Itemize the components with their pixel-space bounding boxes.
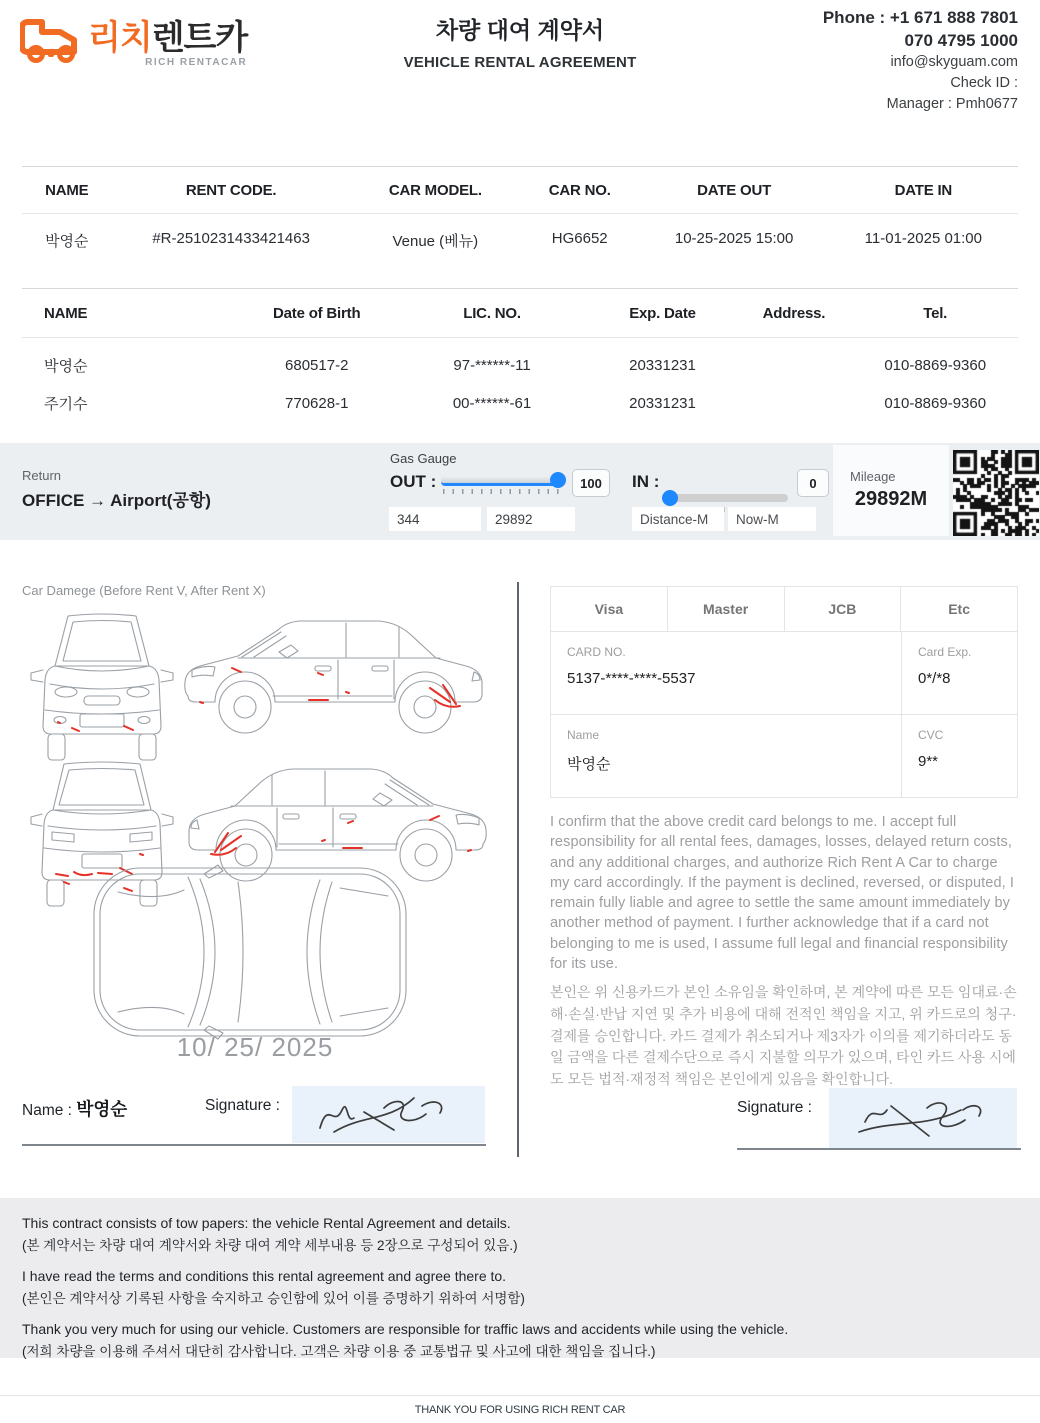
mileage-box <box>833 445 949 536</box>
driver-tel: 010-8869-9360 <box>884 394 987 412</box>
footer-note-en: This contract consists of tow papers: the vehicle Rental Agreement and details. <box>22 1215 511 1231</box>
card-confirmation-english: I confirm that the above credit card belongs to me. I accept full responsibility for all rental fees, damages, losses, delayed return costs, and any additional charges, and authorize Rich Rent A Car to charge my card accordingly. If the payment is declined, reversed, or disputed, I remain fully liable and agree to settle the same amount immediately by another method of payment. I further acknowledge that if a card not belonging to me is used, I assume full legal and financial responsibility for its use. <box>550 814 1014 973</box>
col-date-out: DATE OUT <box>697 181 772 199</box>
logo-korean-orange: 리치 <box>88 19 152 57</box>
driver-birth: 680517-2 <box>285 356 349 374</box>
contact-phone-1: Phone : +1 671 888 7801 <box>822 8 1018 27</box>
card-number-row <box>551 632 1017 715</box>
gas-out-thumb[interactable] <box>550 472 566 488</box>
footer-note-group <box>22 1266 1018 1309</box>
signature-pad-right[interactable] <box>829 1088 1017 1148</box>
car-side-view-diagram <box>178 600 493 762</box>
card-exp-label: Card Exp. <box>918 645 972 659</box>
logo-car-icon <box>20 8 84 64</box>
rental-table-row <box>22 214 1018 290</box>
qr-code <box>953 450 1039 536</box>
footer-note-ko: (본 계약서는 차량 대여 계약서와 차량 대여 계약 세부내용 등 2장으로 구성되어 있음.) <box>22 1237 518 1253</box>
driver-birth: 770628-1 <box>285 394 349 412</box>
footer-note-en: I have read the terms and conditions this rental agreement and agree there to. <box>22 1268 507 1284</box>
gauge-band <box>0 443 1040 540</box>
contact-email: info@skyguam.com <box>890 54 1018 70</box>
name-label: Name : <box>22 1102 72 1119</box>
gas-out-track[interactable] <box>441 476 563 486</box>
distance-field[interactable] <box>632 507 724 531</box>
card-brand-master[interactable]: Master <box>668 587 785 631</box>
section-divider <box>517 582 519 1157</box>
rental-table-header-row <box>22 166 1018 214</box>
footer-notes <box>0 1198 1040 1358</box>
col-exp-date: Exp. Date <box>629 304 696 322</box>
card-brand-visa[interactable]: Visa <box>551 587 668 631</box>
driver-row <box>22 346 1018 384</box>
signature-label-right: Signature : <box>737 1099 812 1116</box>
card-name-row <box>551 715 1017 797</box>
signature-underline-right <box>737 1148 1021 1150</box>
col-driver-name: NAME <box>44 304 88 322</box>
col-name: NAME <box>45 181 89 199</box>
car-damage-title: Car Damege (Before Rent V, After Rent X) <box>22 583 266 598</box>
col-birth: Date of Birth <box>273 304 361 322</box>
date-in: 11-01-2025 01:00 <box>864 230 982 247</box>
signature-label-left: Signature : <box>205 1097 280 1114</box>
col-rent-code: RENT CODE. <box>185 181 277 199</box>
card-cvc-cell <box>902 715 1017 797</box>
gas-in-label: IN : <box>632 472 660 491</box>
out-field-1[interactable] <box>389 507 481 531</box>
driver-tel: 010-8869-9360 <box>884 356 987 374</box>
driver-exp-date: 20331231 <box>629 394 696 412</box>
gas-out-label: OUT : <box>390 472 437 491</box>
footer-note-ko: (본인은 계약서상 기록된 사항을 숙지하고 승인함에 있어 이를 증명하기 위하여 서명함) <box>22 1290 525 1306</box>
col-lic-no: LIC. NO. <box>463 304 521 322</box>
col-address: Address. <box>762 304 826 322</box>
gas-in-thumb[interactable] <box>662 490 678 506</box>
thank-you-text: THANK YOU FOR USING RICH RENT CAR <box>414 1404 626 1416</box>
card-brand-jcb[interactable]: JCB <box>785 587 902 631</box>
driver-exp-date: 20331231 <box>629 356 696 374</box>
gas-out-ticks <box>443 489 561 494</box>
return-label: Return <box>22 468 62 483</box>
gas-gauge-label: Gas Gauge <box>390 451 457 466</box>
signature-right-drawing <box>829 1088 1017 1148</box>
card-name-cell <box>551 715 902 797</box>
gas-in-value: 0 <box>797 469 829 497</box>
car-top-view-diagram <box>88 860 412 1044</box>
contact-block <box>823 6 1018 115</box>
footer-note-ko: (저희 차량을 이용해 주셔서 대단히 감사합니다. 고객은 차량 이용 중 교통법규 및 사고에 대한 책임을 집니다.) <box>22 1343 656 1359</box>
logo-subtitle: RICH RENTACAR <box>145 57 248 68</box>
card-name-label: Name <box>567 728 600 742</box>
footer-note-group <box>22 1213 1018 1256</box>
bottom-divider <box>0 1395 1040 1396</box>
return-route: OFFICE → Airport(공항) <box>22 491 211 510</box>
col-date-in: DATE IN <box>894 181 953 199</box>
out-field-2[interactable] <box>487 507 575 531</box>
col-car-model: CAR MODEL. <box>388 181 482 199</box>
car-front-view-diagram <box>28 610 176 768</box>
logo <box>20 8 84 69</box>
card-cvc-label: CVC <box>918 728 944 742</box>
signature-pad-left[interactable] <box>292 1086 485 1143</box>
page-title-english: VEHICLE RENTAL AGREEMENT <box>403 54 637 71</box>
gas-out-slider[interactable] <box>441 473 563 491</box>
car-model: Venue (베뉴) <box>392 233 479 250</box>
signature-left-drawing <box>292 1086 485 1143</box>
now-field[interactable] <box>728 507 816 531</box>
card-no-value: 5137-****-****-5537 <box>567 670 696 687</box>
car-no: HG6652 <box>551 230 608 247</box>
mileage-value: 29892M <box>854 488 928 510</box>
date-out: 10-25-2025 15:00 <box>674 230 794 247</box>
logo-korean-black: 렌트카 <box>151 19 248 57</box>
card-brand-etc[interactable]: Etc <box>901 587 1017 631</box>
name-value: 박영순 <box>76 1099 128 1119</box>
footer-note-en: Thank you very much for using our vehicle. Customers are responsible for traffic laws and accidents while using the vehicle. <box>22 1321 789 1337</box>
renter-name: 박영순 <box>45 233 89 250</box>
driver-row <box>22 384 1018 422</box>
contact-manager: Manager : Pmh0677 <box>886 96 1018 112</box>
driver-name: 주기수 <box>44 395 88 413</box>
card-brand-row <box>551 587 1017 632</box>
renter-name-row <box>22 1096 127 1121</box>
card-name-value: 박영순 <box>567 756 611 773</box>
card-number-cell <box>551 632 902 714</box>
driver-lic-no: 00-******-61 <box>452 394 532 412</box>
col-tel: Tel. <box>923 304 948 322</box>
gas-in-track[interactable] <box>664 494 788 502</box>
driver-name: 박영순 <box>44 357 88 375</box>
contact-phone-2: 070 4795 1000 <box>904 31 1018 50</box>
driver-table <box>22 288 1018 422</box>
card-no-label: CARD NO. <box>567 645 626 659</box>
page-title-korean: 차량 대여 계약서 <box>435 17 605 43</box>
contact-check-id: Check ID : <box>950 75 1018 91</box>
logo-wordmark <box>88 10 247 59</box>
driver-table-header-row <box>22 288 1018 338</box>
card-confirmation-korean: 본인은 위 신용카드가 본인 소유임을 확인하며, 본 계약에 따른 모든 임대료·손해·손실·반납 지연 및 추가 비용에 대해 전적인 책임을 지고, 위 카드로의 청구·결제를 승인합니다. 카드 결제가 취소되거나 제3자가 이의를 제기하더라도 동일 금액을 다른 결제수단으로 즉시 지불할 의무가 있으며, 타인 카드 사용 시에도 모든 법적·재정적 책임은 본인에게 있음을 확인합니다. <box>550 984 1017 1088</box>
card-cvc-value: 9** <box>918 753 939 770</box>
card-exp-value: 0*/*8 <box>918 670 951 687</box>
rental-table <box>22 166 1018 290</box>
card-exp-cell <box>902 632 1017 714</box>
credit-card-table <box>550 586 1018 798</box>
col-car-no: CAR NO. <box>548 181 611 199</box>
contract-date: 10/ 25/ 2025 <box>176 1032 334 1062</box>
signature-underline-left <box>22 1144 486 1146</box>
gas-out-value: 100 <box>572 469 610 497</box>
mileage-label: Mileage <box>850 469 896 484</box>
driver-lic-no: 97-******-11 <box>453 356 531 374</box>
footer-note-group <box>22 1319 1018 1362</box>
rent-code: #R-2510231433421463 <box>152 230 310 247</box>
